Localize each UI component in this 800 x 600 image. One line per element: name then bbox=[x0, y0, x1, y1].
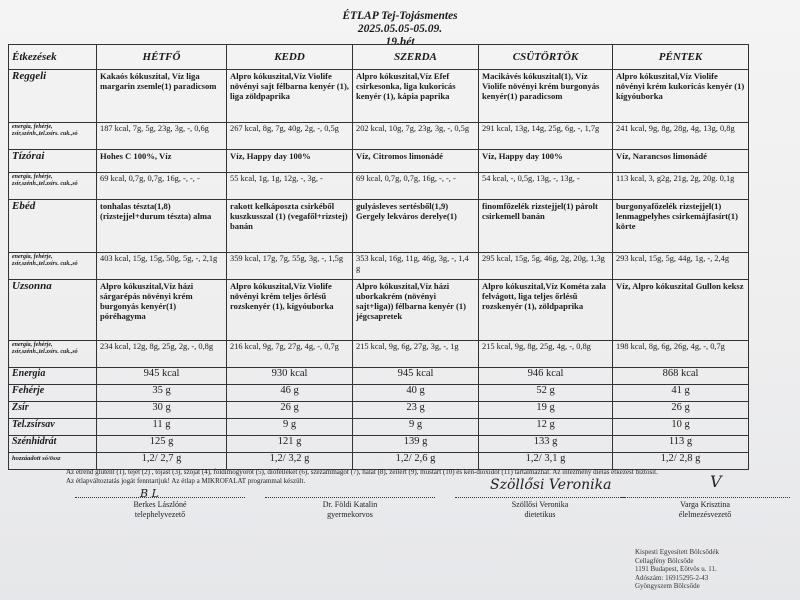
nutrition-cell: 267 kcal, 8g, 7g, 40g, 2g, -, 0,5g bbox=[227, 123, 353, 150]
signature-block bbox=[455, 497, 625, 520]
meal-cell: Hohes C 100%, Víz bbox=[97, 150, 227, 173]
meal-cell: Alpro kókuszital,Víz házi sárgarépás növényi krém burgonyás kenyér(1) póréhagyma bbox=[97, 280, 227, 341]
menu-table bbox=[8, 44, 749, 470]
total-cell: 9 g bbox=[353, 419, 479, 436]
day-friday: PÉNTEK bbox=[613, 45, 749, 70]
allergen-note: Az étrend glutént (1), tejet (2) , tojást (3), szóját (4), földimogyorót (5), diófélléket (6), szezámmagot (7), halat (8), zellert (9), mustárt (10) és kén-dioxidot (11) tartalmazhat. Az intézmény diétás étkezést biztosít. bbox=[66, 468, 658, 476]
meal-cell: Alpro kókuszital,Víz Efef csirkesonka, liga kukoricás kenyér (1), kápia paprika bbox=[353, 70, 479, 123]
total-label: Energia bbox=[9, 368, 97, 385]
total-label: Tel.zsírsav bbox=[9, 419, 97, 436]
signature-line bbox=[620, 497, 790, 498]
total-cell: 930 kcal bbox=[227, 368, 353, 385]
total-cell: 19 g bbox=[479, 402, 613, 419]
nutrition-row-reggeli bbox=[9, 123, 749, 150]
meal-cell: Alpro kókuszital,Víz házi uborkakrém (növényi sajt+liga)) félbarna kenyér (1) jégcsapretek bbox=[353, 280, 479, 341]
signer-role: telephelyvezető bbox=[134, 510, 186, 519]
meal-cell: Alpro kókuszital,Víz Violife növényi krém kukoricás kenyér (1) kígyóuborka bbox=[613, 70, 749, 123]
total-cell: 946 kcal bbox=[479, 368, 613, 385]
meal-cell: Víz, Happy day 100% bbox=[227, 150, 353, 173]
nutrition-cell: 55 kcal, 1g, 1g, 12g, -, 3g, - bbox=[227, 173, 353, 200]
stamp-line: Gyöngyszem Bölcsőde bbox=[635, 582, 700, 590]
total-row-feherje bbox=[9, 385, 749, 402]
total-cell: 12 g bbox=[479, 419, 613, 436]
meal-cell: Víz, Narancsos limonádé bbox=[613, 150, 749, 173]
signature-block bbox=[75, 497, 245, 520]
total-cell: 35 g bbox=[97, 385, 227, 402]
institution-stamp bbox=[635, 548, 719, 591]
total-label: Zsír bbox=[9, 402, 97, 419]
total-row-energia bbox=[9, 368, 749, 385]
nutrition-cell: 353 kcal, 16g, 11g, 46g, 3g, -, 1,4 g bbox=[353, 253, 479, 280]
meal-row-uzsonna bbox=[9, 280, 749, 341]
meal-row-tizorai bbox=[9, 150, 749, 173]
nutrition-cell: 69 kcal, 0,7g, 0,7g, 16g, -, -, - bbox=[97, 173, 227, 200]
nutrition-cell: 293 kcal, 15g, 5g, 44g, 1g, -, 2,4g bbox=[613, 253, 749, 280]
signer-role: dietetikus bbox=[524, 510, 556, 519]
signer-name: Dr. Földi Katalin bbox=[322, 500, 378, 509]
nutrition-cell: 241 kcal, 9g, 8g, 28g, 4g, 13g, 0,8g bbox=[613, 123, 749, 150]
nutrition-row-uzsonna bbox=[9, 341, 749, 368]
nutrition-cell: 291 kcal, 13g, 14g, 25g, 6g, -, 1,7g bbox=[479, 123, 613, 150]
total-cell: 1,2/ 2,6 g bbox=[353, 453, 479, 470]
total-cell: 10 g bbox=[613, 419, 749, 436]
nutrition-cell: 295 kcal, 15g, 5g, 46g, 2g, 20g, 1,3g bbox=[479, 253, 613, 280]
total-cell: 945 kcal bbox=[353, 368, 479, 385]
total-cell: 139 g bbox=[353, 436, 479, 453]
meal-cell: Alpro kókuszital,Víz Kométa zala felvágott, liga teljes őrlésű rozskenyér (1), zöldpaprika bbox=[479, 280, 613, 341]
meal-cell: tonhalas tészta(1,8) (rizstejjel+durum tészta) alma bbox=[97, 200, 227, 253]
nutrition-cell: 198 kcal, 8g, 6g, 26g, 4g, -, 0,7g bbox=[613, 341, 749, 368]
signature-handwriting: V bbox=[710, 472, 722, 491]
total-row-so bbox=[9, 453, 749, 470]
nutrition-label: energia, fehérje, zsír,szénh.,tel.zsírs. cuk.,só bbox=[9, 341, 97, 368]
signature-handwriting: Szöllősi Veronika bbox=[490, 477, 612, 493]
nutrition-cell: 215 kcal, 9g, 8g, 25g, 4g, -, 0,8g bbox=[479, 341, 613, 368]
meal-label: Tízórai bbox=[9, 150, 97, 173]
meal-label: Reggeli bbox=[9, 70, 97, 123]
signature-block bbox=[620, 497, 790, 520]
total-cell: 23 g bbox=[353, 402, 479, 419]
signature-line bbox=[75, 497, 245, 498]
nutrition-row-tizorai bbox=[9, 173, 749, 200]
total-cell: 121 g bbox=[227, 436, 353, 453]
nutrition-cell: 54 kcal, -, 0,5g, 13g, -, 13g, - bbox=[479, 173, 613, 200]
signer-name: Varga Krisztina bbox=[680, 500, 730, 509]
day-thursday: CSÜTÖRTÖK bbox=[479, 45, 613, 70]
day-header-row bbox=[9, 45, 749, 70]
signature-line bbox=[455, 497, 625, 498]
menu-dates: 2025.05.05-05.09. bbox=[357, 23, 443, 35]
change-note: Az étlapváltoztatás jogát fenntartjuk! Az étlap a MIKROFALAT programmal készült. bbox=[66, 477, 306, 485]
nutrition-row-ebed bbox=[9, 253, 749, 280]
nutrition-cell: 215 kcal, 9g, 6g, 27g, 3g, -, 1g bbox=[353, 341, 479, 368]
meal-cell: Víz, Citromos limonádé bbox=[353, 150, 479, 173]
total-row-zsir bbox=[9, 402, 749, 419]
meal-cell: Víz, Alpro kókuszital Gullon keksz bbox=[613, 280, 749, 341]
total-cell: 113 g bbox=[613, 436, 749, 453]
total-label: hozzáadott só/össz bbox=[9, 453, 97, 470]
total-cell: 26 g bbox=[227, 402, 353, 419]
meal-label: Ebéd bbox=[9, 200, 97, 253]
meal-row-reggeli bbox=[9, 70, 749, 123]
stamp-line: Kispesti Egyesített Bölcsődék bbox=[635, 548, 719, 556]
total-cell: 1,2/ 2,8 g bbox=[613, 453, 749, 470]
total-cell: 40 g bbox=[353, 385, 479, 402]
nutrition-cell: 113 kcal, 3, g2g, 21g, 2g, 20g. 0,1g bbox=[613, 173, 749, 200]
signer-role: gyermekorvos bbox=[327, 510, 373, 519]
stamp-line: Adószám: 16915295-2-43 bbox=[635, 573, 709, 582]
total-cell: 868 kcal bbox=[613, 368, 749, 385]
nutrition-label: energia, fehérje, zsír,szénh.,tel.zsírs. cuk.,só bbox=[9, 173, 97, 200]
nutrition-cell: 403 kcal, 15g, 15g, 50g, 5g, -, 2,1g bbox=[97, 253, 227, 280]
total-cell: 1,2/ 3,1 g bbox=[479, 453, 613, 470]
menu-week: 19.hét bbox=[385, 36, 415, 48]
signer-role: élelmezésvezető bbox=[678, 510, 732, 519]
signer-name: Berkes Lászlóné bbox=[133, 500, 187, 509]
corner-label: Étkezések bbox=[9, 45, 97, 70]
meal-label: Uzsonna bbox=[9, 280, 97, 341]
total-row-telzsirsav bbox=[9, 419, 749, 436]
total-cell: 945 kcal bbox=[97, 368, 227, 385]
nutrition-cell: 359 kcal, 17g, 7g, 55g, 3g, -, 1,5g bbox=[227, 253, 353, 280]
meal-cell: Alpro kókuszital,Víz Violife növényi sajt félbarna kenyér (1), liga zöldpaprika bbox=[227, 70, 353, 123]
total-cell: 1,2/ 3,2 g bbox=[227, 453, 353, 470]
meal-cell: gulyásleves sertésből(1,9) Gergely lekváros derelye(1) bbox=[353, 200, 479, 253]
meal-row-ebed bbox=[9, 200, 749, 253]
meal-cell: Macikávés kókuszital(1), Víz Violife növényi krém burgonyás kenyér(1) paradicsom bbox=[479, 70, 613, 123]
meal-cell: Kakaós kókuszital, Víz liga margarin zsemle(1) paradicsom bbox=[97, 70, 227, 123]
nutrition-cell: 69 kcal, 0,7g, 0,7g, 16g, -, -, - bbox=[353, 173, 479, 200]
total-cell: 46 g bbox=[227, 385, 353, 402]
nutrition-label: energia, fehérje, zsír,szénh.,tel.zsírs. cuk.,só bbox=[9, 123, 97, 150]
nutrition-cell: 187 kcal, 7g, 5g, 23g, 3g, -, 0,6g bbox=[97, 123, 227, 150]
meal-cell: Alpro kókuszital,Víz Violife növényi krém teljes őrlésű rozskenyér (1), kígyóuborka bbox=[227, 280, 353, 341]
total-cell: 52 g bbox=[479, 385, 613, 402]
menu-title: ÉTLAP Tej-Tojásmentes bbox=[342, 10, 458, 22]
allergen-notes bbox=[66, 468, 746, 486]
total-cell: 133 g bbox=[479, 436, 613, 453]
meal-cell: finomfőzelék rizstejjel(1) párolt csirkemell banán bbox=[479, 200, 613, 253]
nutrition-cell: 234 kcal, 12g, 8g, 25g, 2g, -, 0,8g bbox=[97, 341, 227, 368]
day-wednesday: SZERDA bbox=[353, 45, 479, 70]
total-cell: 125 g bbox=[97, 436, 227, 453]
signature-block bbox=[265, 497, 435, 520]
stamp-line: 1191 Budapest, Eötvös u. 11. bbox=[635, 565, 717, 573]
nutrition-cell: 216 kcal, 9g, 7g, 27g, 4g, -, 0,7g bbox=[227, 341, 353, 368]
total-row-szenhidrat bbox=[9, 436, 749, 453]
signer-name: Szöllősi Veronika bbox=[511, 500, 569, 509]
day-monday: HÉTFŐ bbox=[97, 45, 227, 70]
nutrition-cell: 202 kcal, 10g, 7g, 23g, 3g, -, 0,5g bbox=[353, 123, 479, 150]
stamp-line: Cellagfény Bölcsőde bbox=[635, 556, 694, 565]
total-cell: 30 g bbox=[97, 402, 227, 419]
meal-cell: rakott kelkáposzta csirkéből kuszkusszal (1) (vegafől+rizstej) banán bbox=[227, 200, 353, 253]
total-label: Szénhidrát bbox=[9, 436, 97, 453]
total-cell: 9 g bbox=[227, 419, 353, 436]
total-cell: 41 g bbox=[613, 385, 749, 402]
meal-cell: burgonyafőzelék rizstejjel(1) lenmagpelyhes csirkemájfasírt(1) körte bbox=[613, 200, 749, 253]
signature-handwriting: B L bbox=[140, 487, 159, 500]
meal-cell: Víz, Happy day 100% bbox=[479, 150, 613, 173]
signature-line bbox=[265, 497, 435, 498]
total-label: Fehérje bbox=[9, 385, 97, 402]
day-tuesday: KEDD bbox=[227, 45, 353, 70]
total-cell: 11 g bbox=[97, 419, 227, 436]
total-cell: 26 g bbox=[613, 402, 749, 419]
total-cell: 1,2/ 2,7 g bbox=[97, 453, 227, 470]
nutrition-label: energia, fehérje, zsír,szénh.,tel.zsírs. cuk.,só bbox=[9, 253, 97, 280]
